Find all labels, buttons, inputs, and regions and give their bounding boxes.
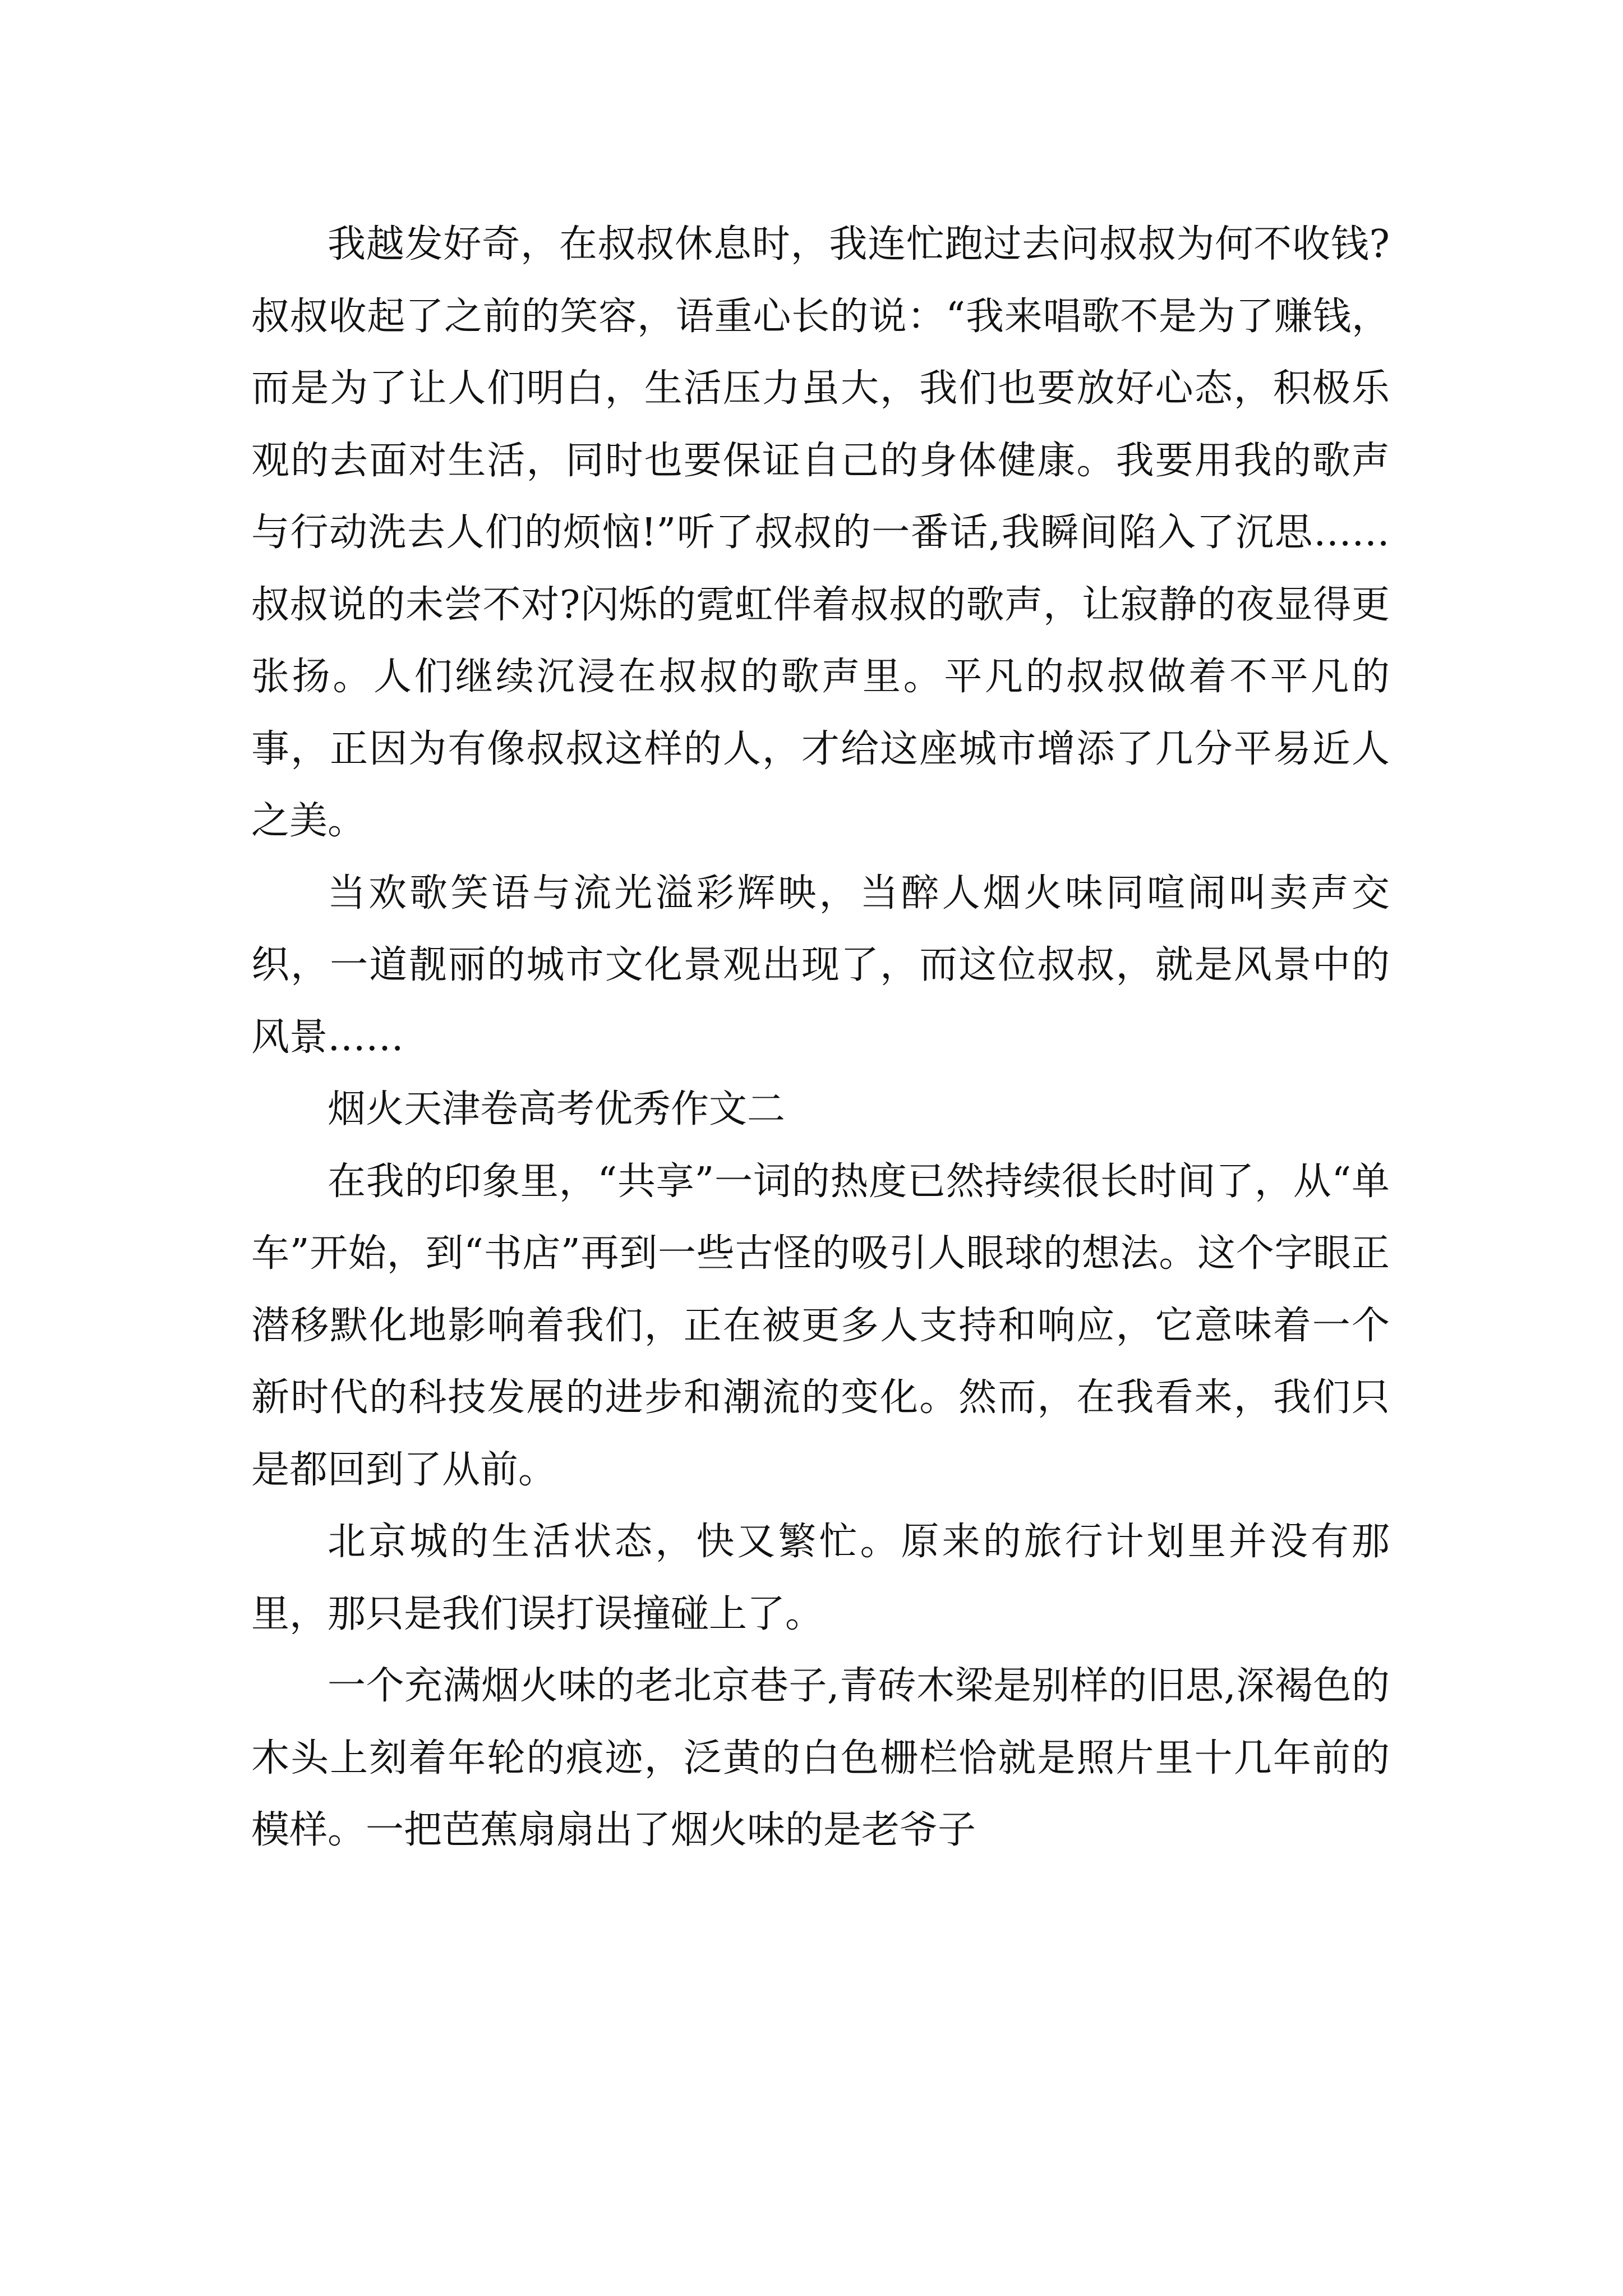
text-line: 的身体健康。我要用我的歌声与行动洗去人们的烦恼!”听 [251, 438, 1390, 555]
paragraph [251, 1146, 1390, 1507]
paragraph [251, 858, 1390, 1074]
text-line: 了叔叔的一番话,我瞬间陷入了沉思……叔叔说的未尝不对? [251, 510, 1390, 627]
paragraph [251, 1650, 1390, 1867]
paragraph [251, 1506, 1390, 1650]
text-line: 继续沉浸在叔叔的歌声里。平凡的叔叔做着不平凡的事，正 [251, 655, 1390, 771]
text-line: 一个充满烟火味的老北京巷子,青砖木梁是别样的旧思, [328, 1664, 1236, 1708]
document-body [251, 209, 1390, 1867]
text-line: 声交织，一道靓丽的城市文化景观出现了，而这位叔叔，就 [251, 871, 1390, 987]
text-line: 当欢歌笑语与流光溢彩辉映，当醉人烟火味同喧闹叫卖 [328, 871, 1311, 915]
text-line: 球的想法。这个字眼正潜移默化地影响着我们，正在被更多 [251, 1231, 1390, 1348]
text-line: 是风景中的风景…… [251, 943, 1390, 1060]
text-line: 深褐色的木头上刻着年轮的痕迹，泛黄的白色栅栏恰就是照 [251, 1664, 1390, 1780]
section-heading [251, 1074, 1390, 1146]
text-line: 北京城的生活状态，快又繁忙。原来的旅行计划里并没 [328, 1520, 1311, 1564]
text-line: 流的变化。然而，在我看来，我们只是都回到了从前。 [251, 1375, 1390, 1492]
paragraph [251, 209, 1390, 858]
text-line: 有那里，那只是我们误打误撞碰上了。 [251, 1520, 1390, 1636]
text-line: 因为有像叔叔这样的人，才给这座城市增添了几分平易近人 [369, 726, 1390, 771]
text-line: 也要放好心态，积极乐观的去面对生活，同时也要保证自己 [251, 366, 1390, 483]
text-line: 之美。 [251, 799, 366, 843]
text-line: 烟火天津卷高考优秀作文二 [328, 1087, 786, 1131]
text-line: 我越发好奇，在叔叔休息时，我连忙跑过去问叔叔为何 [328, 222, 1254, 266]
text-line: 人支持和响应，它意味着一个新时代的科技发展的进步和潮 [251, 1303, 1390, 1420]
text-line: 不是为了赚钱，而是为了让人们明白，生活压力虽大，我们 [251, 294, 1390, 411]
text-line: 了，从“单车”开始，到“书店”再到一些古怪的吸引人眼 [251, 1159, 1390, 1276]
text-line: 不收钱?叔叔收起了之前的笑容，语重心长的说：“我来唱歌 [251, 222, 1390, 339]
text-line: 片里十几年前的模样。一把芭蕉扇扇出了烟火味的是老爷子 [251, 1736, 1390, 1852]
text-line: 闪烁的霓虹伴着叔叔的歌声，让寂静的夜显得更张扬。人们 [251, 582, 1390, 699]
text-line: 在我的印象里，“共享”一词的热度已然持续很长时间 [328, 1159, 1216, 1204]
